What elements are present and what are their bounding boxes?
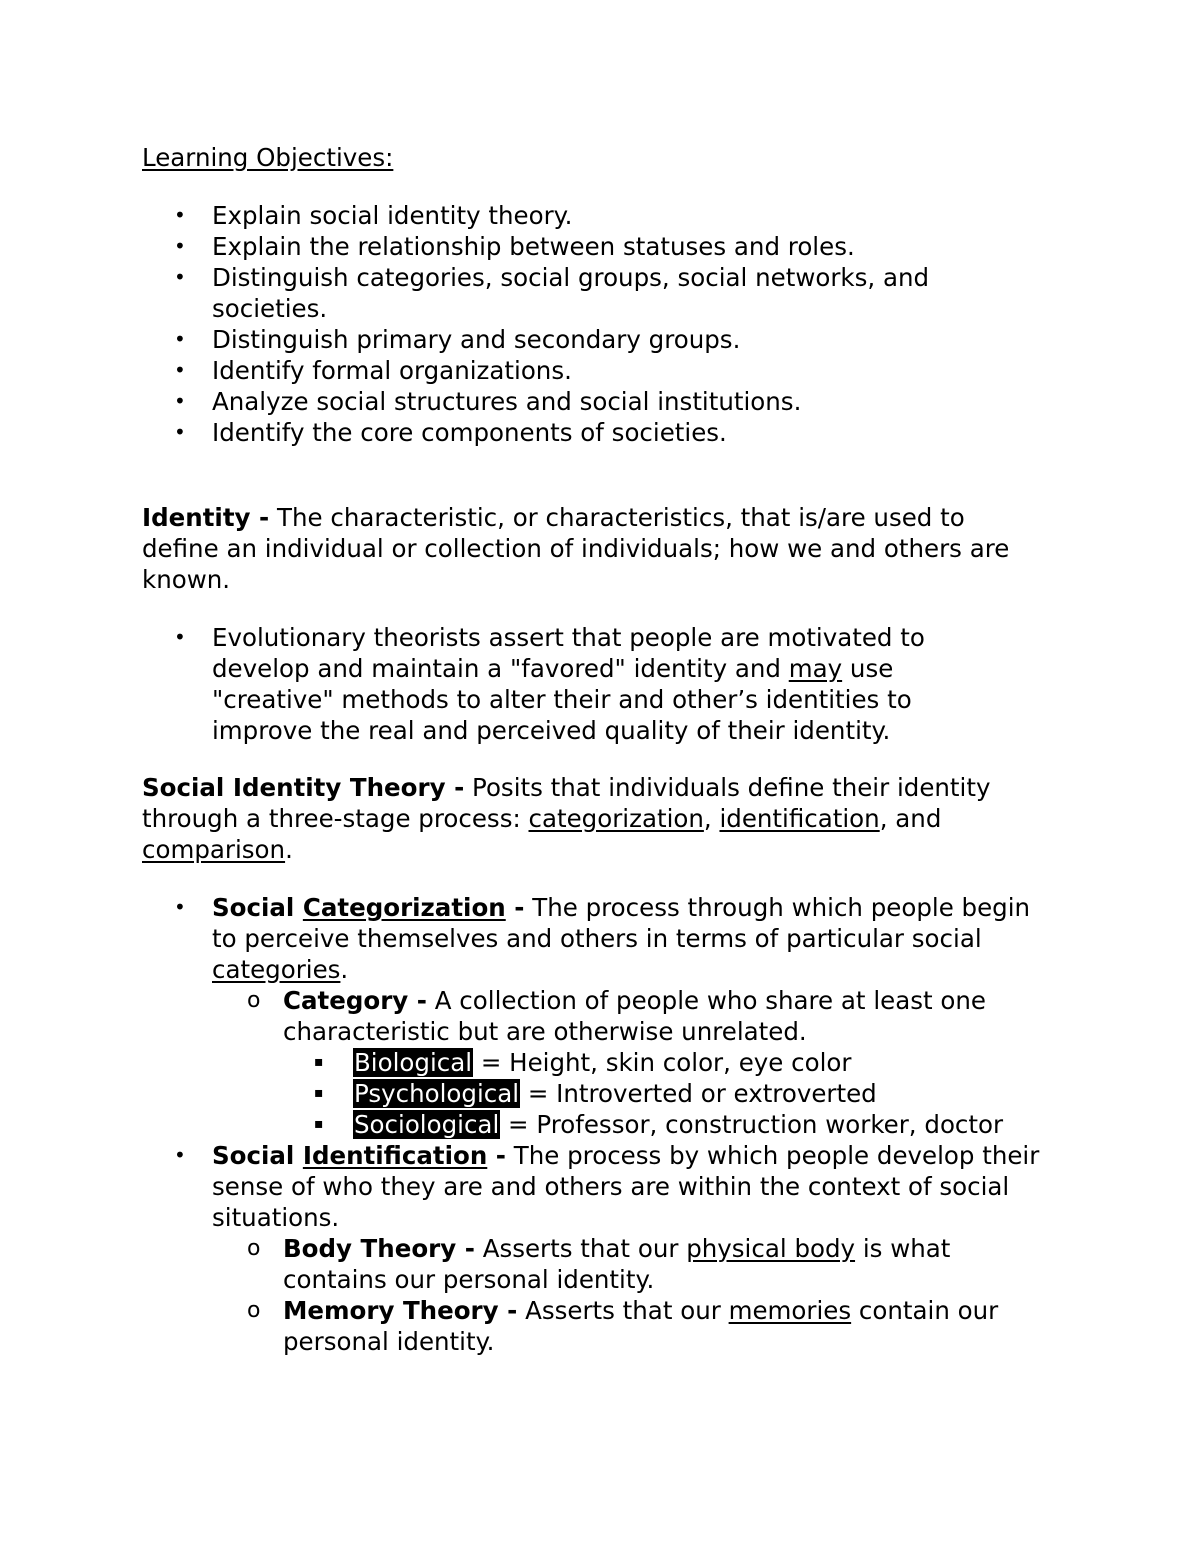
sit-term: Social Identity Theory - [142, 773, 465, 802]
bullet-disc-icon: • [174, 203, 186, 227]
bullet-disc-icon: • [174, 625, 186, 649]
bullet-disc-icon: • [174, 389, 186, 413]
identity-term: Identity - [142, 503, 270, 532]
list-item: • Identify formal organizations. [174, 356, 572, 385]
list-item: • Distinguish categories, social groups, social networks, and societies. [174, 263, 930, 323]
bullet-disc-icon: • [174, 420, 186, 444]
list-item: • Evolutionary theorists assert that people are motivated to develop and maintain a "favored" identity and may use "creative" methods to alter their and other’s identities to improve the real and perceived quality of their identity. [174, 623, 925, 745]
objectives-list [142, 200, 1072, 448]
bullet-disc-icon: • [174, 265, 186, 289]
bullet-disc-icon: • [174, 895, 186, 919]
bullet-circle-icon: o [247, 1236, 261, 1261]
list-item: • Identify the core components of societies. [174, 418, 727, 447]
identity-definition: Identity - The characteristic, or characteristics, that is/are used to define an individual or collection of individuals; how we and others are known. [142, 503, 1010, 594]
bullet-disc-icon: • [174, 234, 186, 258]
bullet-square-icon: ▪ [314, 1116, 324, 1132]
bullet-circle-icon: o [247, 988, 261, 1013]
learning-objectives-heading: Learning Objectives: [142, 143, 394, 172]
list-item: • Explain social identity theory. [174, 201, 573, 230]
list-item: o Category - A collection of people who share at least one characteristic but are otherwise unrelated. [247, 986, 986, 1046]
bullet-circle-icon: o [247, 1298, 261, 1323]
list-item: • Distinguish primary and secondary groups. [174, 325, 741, 354]
list-item: ▪ Biological = Height, skin color, eye color [314, 1048, 852, 1077]
social-identity-theory-definition: Social Identity Theory - Posits that individuals define their identity through a three-stage process: categorization, identification, and comparison. [142, 773, 991, 864]
list-item: • Explain the relationship between statuses and roles. [174, 232, 855, 261]
list-item: o Memory Theory - Asserts that our memories contain our personal identity. [247, 1296, 999, 1356]
list-item: • Social Categorization - The process through which people begin to perceive themselves and others in terms of particular social categories. [174, 893, 1031, 984]
list-item: o Body Theory - Asserts that our physical body is what contains our personal identity. [247, 1234, 951, 1294]
list-item: • Analyze social structures and social institutions. [174, 387, 802, 416]
bullet-square-icon: ▪ [314, 1054, 324, 1070]
list-item: • Social Identification - The process by which people develop their sense of who they are and others are within the context of social situations. [174, 1141, 1040, 1232]
list-item: ▪ Sociological = Professor, construction worker, doctor [314, 1110, 1004, 1139]
bullet-disc-icon: • [174, 358, 186, 382]
bullet-disc-icon: • [174, 1143, 186, 1167]
sit-stages-list [142, 892, 1072, 1357]
bullet-disc-icon: • [174, 327, 186, 351]
identity-list [142, 622, 1002, 746]
bullet-square-icon: ▪ [314, 1085, 324, 1101]
list-item: ▪ Psychological = Introverted or extroverted [314, 1079, 877, 1108]
